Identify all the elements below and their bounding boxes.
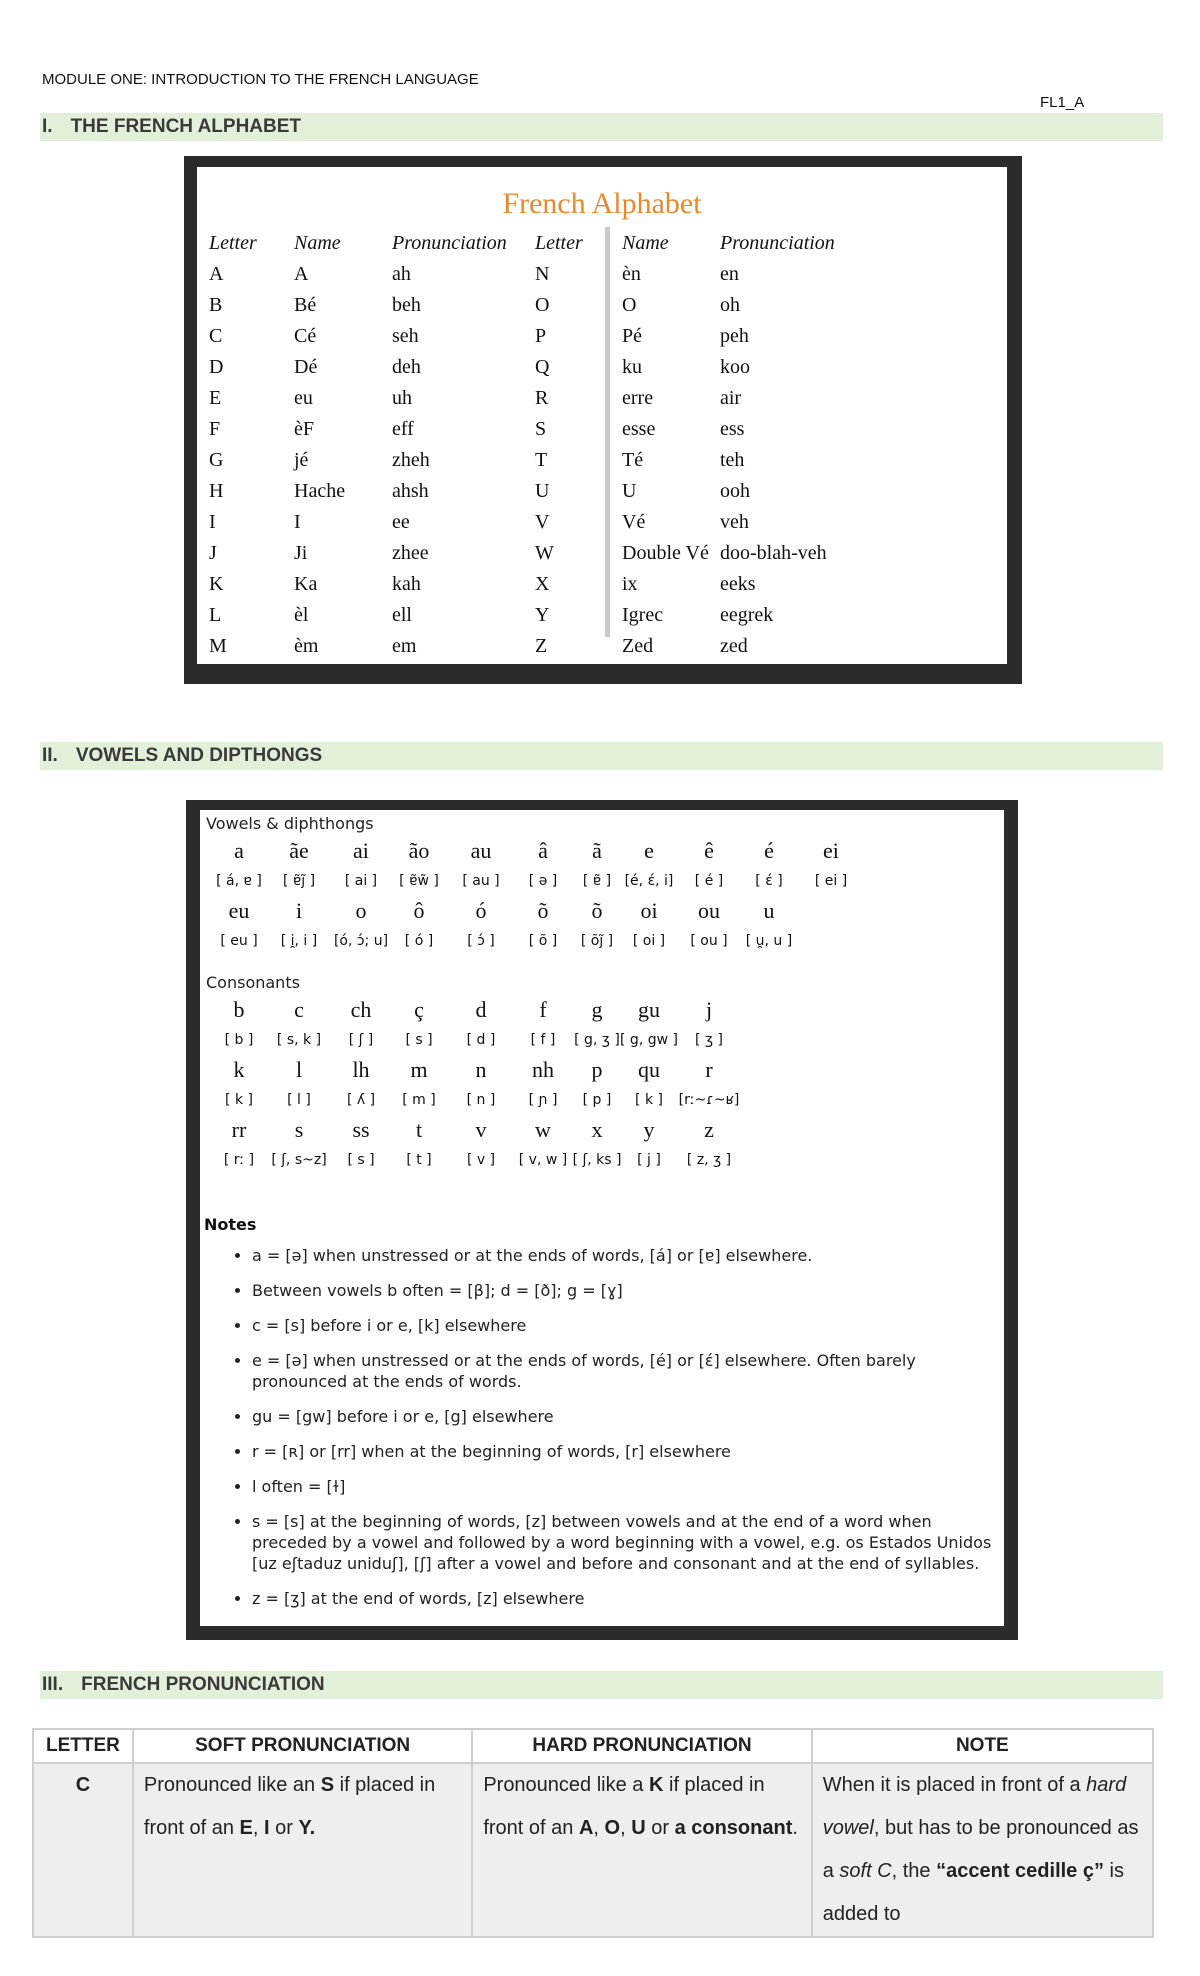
alphabet-cell: ee [392,511,410,533]
alphabet-cell: C [209,325,223,347]
alphabet-cell: X [535,573,550,595]
section-number: II. [42,745,58,766]
symbol-row [204,1113,1004,1173]
alphabet-cell: oh [720,294,740,316]
alphabet-cell: doo-blah-veh [720,542,827,564]
symbol-cell [674,1053,744,1113]
symbol-cell [446,1113,516,1173]
letter-symbol: qu [638,1057,660,1082]
symbol-cell [264,834,334,894]
ipa-transcription: [ k ] [635,1092,663,1108]
note-item: • Between vowels b often = [β]; d = [ð]; g = [ɣ] [252,1280,1004,1301]
alphabet-cell: Cé [294,325,317,347]
letter-symbol: ão [408,838,430,863]
letter-symbol: ó [475,898,487,923]
alphabet-cell: ku [622,356,642,378]
letter-symbol: t [415,1117,423,1142]
hard-pronunciation-cell: Pronounced like a K if placed in front of an A, O, U or a consonant. [472,1763,811,1937]
alphabet-column-header: Name [622,232,669,254]
soft-pronunciation-cell: Pronounced like an S if placed in front of an E, I or Y. [133,1763,472,1937]
ipa-transcription: [ n ] [466,1092,496,1108]
ipa-transcription: [ m ] [402,1092,436,1108]
column-header: SOFT PRONUNCIATION [133,1729,472,1763]
alphabet-cell: ooh [720,480,750,502]
letter-symbol: p [591,1057,603,1082]
symbol-cell [734,894,804,954]
letter-symbol: g [591,997,603,1022]
alphabet-cell: Zed [622,635,654,657]
letter-symbol: oi [640,898,658,923]
letter-symbol: au [470,838,492,863]
section-title: FRENCH PRONUNCIATION [81,1674,325,1695]
alphabet-cell: Hache [294,480,346,502]
letter-symbol: ãe [289,838,309,863]
letter-symbol: u [763,898,775,923]
alphabet-column-header: Pronunciation [720,232,835,254]
alphabet-cell: peh [720,325,749,347]
ipa-transcription: [ f ] [530,1032,556,1048]
section-heading-alphabet [40,113,1163,141]
ipa-transcription: [ i̯, i ] [280,933,318,949]
alphabet-cell: Bé [294,294,317,316]
letter-symbol: ei [823,838,839,863]
ipa-transcription: [ ó ] [404,933,434,949]
ipa-transcription: [ oi ] [632,933,666,949]
letter-symbol: y [643,1117,655,1142]
alphabet-cell: U [535,480,550,502]
note-item: • gu = [gw] before i or e, [g] elsewhere [252,1406,1004,1427]
notes-list [230,1245,1004,1623]
alphabet-cell: ess [720,418,745,440]
ipa-transcription: [é, ɛ́, i] [624,873,674,889]
letter-symbol: i [295,898,303,923]
ipa-transcription: [ z, ʒ ] [686,1152,732,1168]
module-title: MODULE ONE: INTRODUCTION TO THE FRENCH LANGUAGE [42,71,479,88]
symbol-row [204,894,1004,954]
column-header: HARD PRONUNCIATION [472,1729,811,1763]
alphabet-column [720,227,835,662]
letter-symbol: f [539,997,547,1022]
column-header: NOTE [812,1729,1153,1763]
ipa-transcription: [ á, ɐ ] [216,873,262,889]
alphabet-cell: èn [622,263,641,285]
ipa-transcription: [ ɐ̃j̃ ] [282,873,316,889]
ipa-transcription: [ ai ] [344,873,378,889]
alphabet-cell: eeks [720,573,756,595]
ipa-transcription: [ ɛ́ ] [755,873,783,889]
letter-symbol: j [705,997,713,1022]
note-item: • e = [ə] when unstressed or at the ends of words, [é] or [ɛ́] elsewhere. Often barely pronounced at the ends of words. [252,1350,1004,1392]
table-row [33,1763,1153,1937]
alphabet-cell: N [535,263,550,285]
letter-symbol: eu [228,898,250,923]
alphabet-column [535,227,583,662]
alphabet-cell: H [209,480,224,502]
alphabet-column [294,227,345,662]
letter-symbol: w [535,1117,551,1142]
letter-symbol: ou [698,898,720,923]
alphabet-cell: koo [720,356,750,378]
ipa-transcription: [ rː ] [223,1152,255,1168]
alphabet-column [622,227,709,662]
alphabet-cell: erre [622,387,654,409]
symbol-cell [674,993,744,1053]
ipa-transcription: [ p ] [582,1092,612,1108]
alphabet-cell: en [720,263,739,285]
alphabet-cell: I [209,511,216,533]
note-item: • c = [s] before i or e, [k] elsewhere [252,1315,1004,1336]
letter-symbol: x [591,1117,603,1142]
alphabet-cell: Vé [622,511,646,533]
alphabet-cell: esse [622,418,656,440]
ipa-transcription: [ é ] [694,873,724,889]
letter-symbol: gu [638,997,660,1022]
alphabet-cell: M [209,635,227,657]
alphabet-column-header: Letter [535,232,583,254]
note-item: • r = [ʀ] or [rr] when at the beginning of words, [r] elsewhere [252,1441,1004,1462]
note-cell: When it is placed in front of a hard vowel, but has to be pronounced as a soft C, the “accent cedille ç” is added to [812,1763,1153,1937]
ipa-transcription: [ v, w ] [518,1152,568,1168]
alphabet-cell: F [209,418,221,440]
letter-symbol: rr [231,1117,247,1142]
ipa-transcription: [ g, gw ] [620,1032,678,1048]
alphabet-cell: L [209,604,222,626]
alphabet-cell: deh [392,356,421,378]
alphabet-title: French Alphabet [502,187,702,220]
letter-symbol: l [295,1057,303,1082]
ipa-transcription: [ ə ] [528,873,558,889]
ipa-transcription: [ b ] [224,1032,254,1048]
symbol-cell [446,834,516,894]
alphabet-cell: em [392,635,417,657]
note-item: • a = [ə] when unstressed or at the ends of words, [á] or [ɐ] elsewhere. [252,1245,1004,1266]
symbol-cell [446,1053,516,1113]
alphabet-cell: teh [720,449,745,471]
ipa-transcription: [ l ] [287,1092,311,1108]
alphabet-cell: Q [535,356,550,378]
alphabet-cell: A [294,263,309,285]
ipa-transcription: [ ʃ ] [348,1032,374,1048]
alphabet-cell: T [535,449,548,471]
symbol-cell [264,894,334,954]
ipa-transcription: [ ou ] [690,933,728,949]
symbol-cell [446,993,516,1053]
ipa-transcription: [ d ] [466,1032,496,1048]
alphabet-cell: eu [294,387,313,409]
alphabet-cell: Y [535,604,550,626]
ipa-transcription: [ t ] [406,1152,432,1168]
ipa-transcription: [ ɐ̃ ] [582,873,612,889]
ipa-transcription: [ ʃ, ks ] [572,1152,622,1168]
column-header: LETTER [33,1729,133,1763]
symbol-cell [674,1113,744,1173]
letter-symbol: ai [353,838,369,863]
alphabet-cell: zheh [392,449,430,471]
alphabet-cell: ah [392,263,411,285]
alphabet-cell: K [209,573,224,595]
alphabet-cell: Pé [622,325,642,347]
ipa-transcription: [ v ] [466,1152,496,1168]
letter-symbol: b [233,997,245,1022]
letter-symbol: nh [532,1057,554,1082]
alphabet-cell: V [535,511,550,533]
symbol-cell [264,1053,334,1113]
document-code: FL1_A [1040,94,1085,111]
french-alphabet-image [184,156,1022,684]
consonants-label: Consonants [206,973,300,992]
ipa-transcription: [ g, ʒ ] [574,1032,620,1048]
alphabet-column [209,227,257,662]
ipa-transcription: [ ʒ ] [695,1032,723,1048]
alphabet-cell: O [622,294,637,316]
letter-symbol: r [705,1057,713,1082]
ipa-transcription: [ k ] [225,1092,253,1108]
section-number: III. [42,1674,64,1695]
letter-symbol: õ [591,898,603,923]
symbol-cell [384,834,454,894]
vowels-diphthongs-image [186,800,1018,1640]
ipa-transcription: [ s ] [347,1152,375,1168]
alphabet-cell: Z [535,635,548,657]
alphabet-cell: E [209,387,222,409]
note-item: • z = [ʒ] at the end of words, [z] elsewhere [252,1588,1004,1609]
alphabet-column-header: Pronunciation [392,232,507,254]
section-number: I. [42,116,53,137]
ipa-transcription: [ j ] [637,1152,661,1168]
letter-symbol: s [294,1117,304,1142]
letter-symbol: a [234,838,244,863]
ipa-transcription: [ s ] [405,1032,433,1048]
alphabet-cell: eff [392,418,414,440]
letter-symbol: v [475,1117,487,1142]
ipa-transcription: [ ɐ̃w̃ ] [399,873,439,889]
alphabet-column-header: Letter [209,232,257,254]
alphabet-cell: A [209,263,224,285]
symbol-cell [384,1053,454,1113]
letter-symbol: ã [592,838,602,863]
ipa-transcription: [ õ ] [528,933,558,949]
symbol-row [204,1053,1004,1113]
ipa-transcription: [ õj̃ ] [580,933,614,949]
alphabet-cell: Ji [294,542,308,564]
vowels-label: Vowels & diphthongs [206,814,374,833]
alphabet-cell: R [535,387,549,409]
section-heading-pronunciation [40,1671,1163,1699]
section-title: THE FRENCH ALPHABET [70,116,302,137]
alphabet-cell: eegrek [720,604,774,626]
letter-symbol: lh [352,1057,370,1082]
symbol-cell [446,894,516,954]
symbol-cell [384,1113,454,1173]
ipa-transcription: [ ɔ́ ] [467,933,495,949]
alphabet-cell: W [535,542,554,564]
symbol-cell [734,834,804,894]
letter-symbol: â [538,838,548,863]
ipa-transcription: [ u̯, u ] [745,933,793,949]
alphabet-cell: G [209,449,224,471]
symbol-cell [264,1113,334,1173]
symbol-row [204,834,1004,894]
table-header-row [33,1729,1153,1763]
letter-symbol: o [355,898,367,923]
letter-symbol: d [475,997,487,1022]
alphabet-cell: jé [294,449,309,471]
alphabet-column [392,227,507,662]
section-heading-vowels [40,742,1163,770]
alphabet-cell: kah [392,573,421,595]
ipa-transcription: [ó, ɔ́; u] [333,933,389,949]
ipa-transcription: [ au ] [462,873,500,889]
alphabet-cell: veh [720,511,749,533]
alphabet-cell: beh [392,294,421,316]
letter-symbol: ô [413,898,425,923]
letter-symbol: m [410,1057,428,1082]
alphabet-cell: Ka [294,573,318,595]
letter-symbol: z [704,1117,714,1142]
alphabet-cell: Dé [294,356,318,378]
alphabet-cell: Igrec [622,604,664,626]
alphabet-cell: uh [392,387,412,409]
ipa-transcription: [ eu ] [220,933,258,949]
note-item: • s = [s] at the beginning of words, [z] between vowels and at the end of a word when preceded by a vowel and followed by a word beginning with a vowel, e.g. os Estados Unidos [uz eʃtaduz uniduʃ], [ʃ] after a vowel and before and consonant and at the end of syllables. [252,1511,1004,1574]
alphabet-cell: S [535,418,547,440]
letter-symbol: ê [704,838,714,863]
letter-symbol: c [294,997,304,1022]
alphabet-cell: I [294,511,301,533]
letter-symbol: n [475,1057,487,1082]
letter-symbol: ss [352,1117,370,1142]
ipa-transcription: [ s, k ] [276,1032,322,1048]
alphabet-cell: J [209,542,217,564]
alphabet-cell: P [535,325,547,347]
letter-symbol: õ [537,898,549,923]
alphabet-cell: B [209,294,223,316]
ipa-transcription: [rː~ɾ~ʁ] [678,1092,740,1108]
ipa-transcription: [ ʃ, s~z] [271,1152,327,1168]
alphabet-cell: D [209,356,224,378]
alphabet-cell: èl [294,604,309,626]
alphabet-cell: ell [392,604,412,626]
column-separator [605,227,610,637]
alphabet-cell: èm [294,635,319,657]
symbol-row [204,993,1004,1053]
alphabet-cell: seh [392,325,419,347]
pronunciation-table [32,1728,1154,1938]
letter-symbol: ch [350,997,372,1022]
letter-symbol: k [233,1057,245,1082]
ipa-transcription: [ ʎ ] [346,1092,376,1108]
symbol-cell [384,894,454,954]
alphabet-cell: O [535,294,550,316]
ipa-transcription: [ ei ] [814,873,848,889]
notes-title: Notes [204,1215,257,1234]
alphabet-cell: Té [622,449,644,471]
alphabet-cell: U [622,480,637,502]
section-title: VOWELS AND DIPTHONGS [75,745,323,766]
letter-symbol: é [764,838,774,863]
alphabet-cell: ix [622,573,638,595]
letter-symbol: e [644,838,654,863]
symbol-cell [384,993,454,1053]
letter-cell: C [33,1763,133,1937]
letter-symbol: ç [414,997,424,1022]
symbol-cell [796,834,866,894]
alphabet-cell: zed [720,635,748,657]
note-item: • l often = [ɫ] [252,1476,1004,1497]
alphabet-cell: ahsh [392,480,429,502]
alphabet-cell: Double Vé [622,542,709,564]
alphabet-cell: èF [294,418,314,440]
ipa-transcription: [ ɲ ] [528,1092,558,1108]
alphabet-column-header: Name [294,232,341,254]
symbol-cell [264,993,334,1053]
alphabet-cell: air [720,387,742,409]
alphabet-cell: zhee [392,542,429,564]
